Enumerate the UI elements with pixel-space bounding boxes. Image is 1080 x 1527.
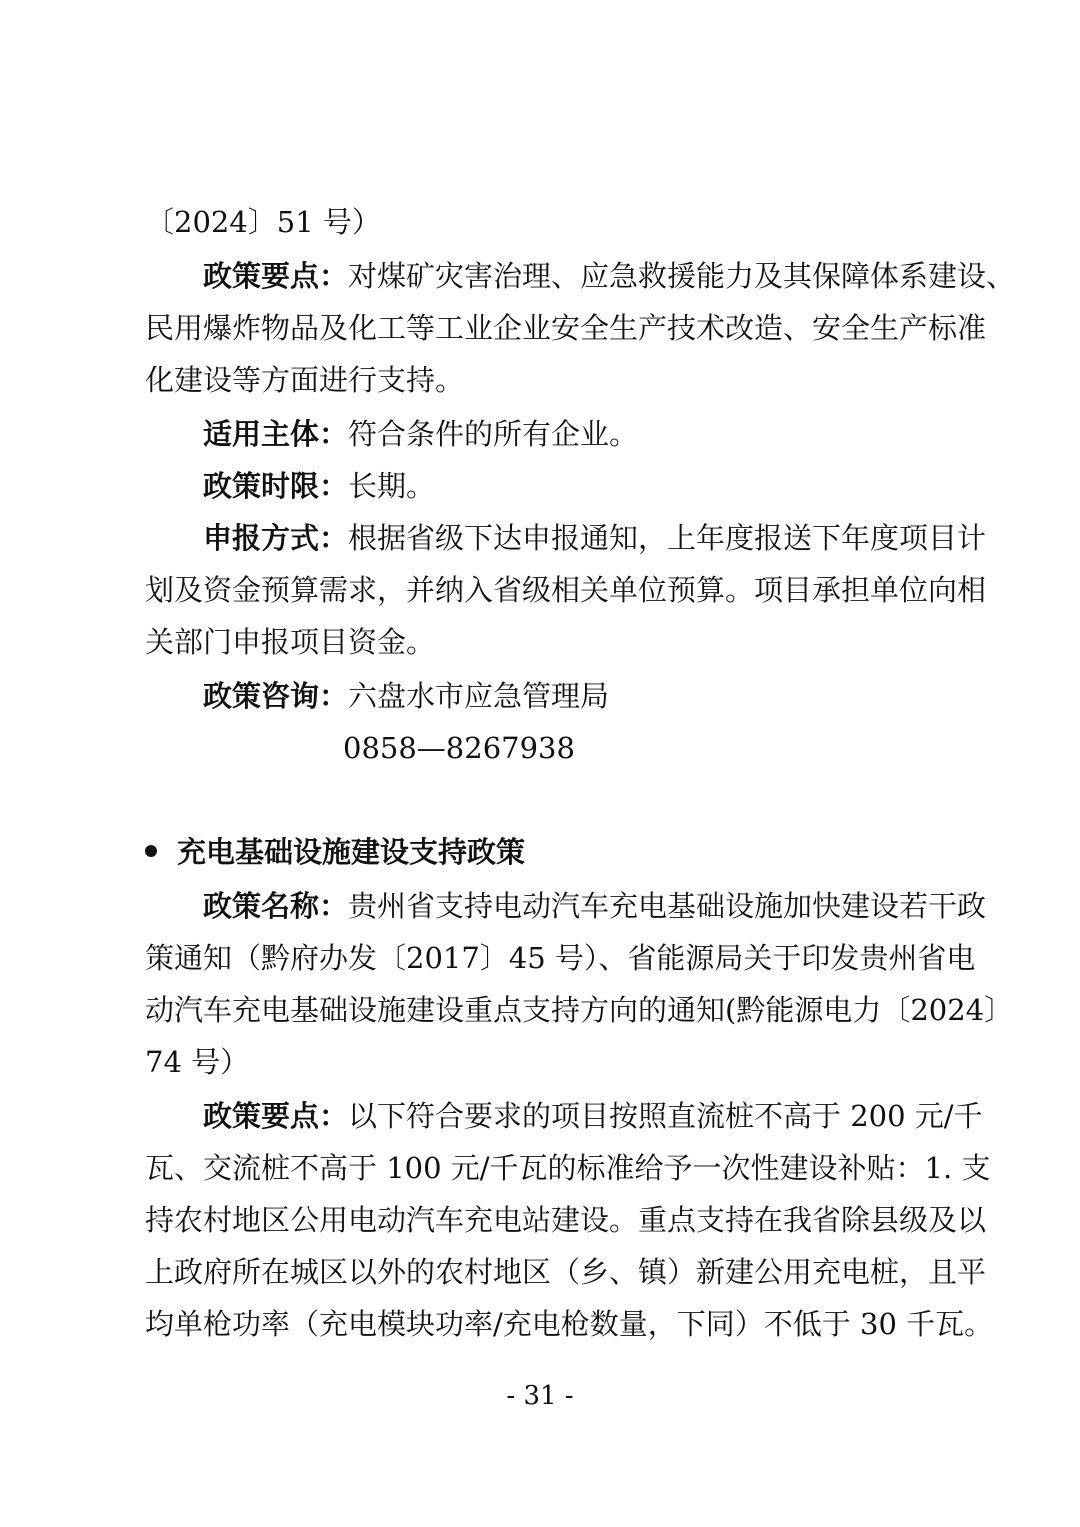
application-method-line-3: 关部门申报项目资金。 xyxy=(145,625,436,659)
section2-points-line-4: 上政府所在城区以外的农村地区（乡、镇）新建公用充电桩，且平 xyxy=(145,1255,987,1289)
policy-reference-tail: 〔2024〕51 号） xyxy=(145,205,381,239)
policy-name-label: 政策名称： xyxy=(203,889,349,923)
policy-name-line-4: 74 号） xyxy=(145,1045,250,1079)
policy-consultation: 政策咨询：六盘水市应急管理局 xyxy=(203,679,610,713)
policy-consultation-label: 政策咨询： xyxy=(203,679,349,713)
policy-name-line-1: 政策名称：贵州省支持电动汽车充电基础设施加快建设若干政 xyxy=(203,889,987,923)
applicable-subject: 适用主体：符合条件的所有企业。 xyxy=(203,417,639,451)
section2-points-label: 政策要点： xyxy=(203,1099,349,1133)
section-heading: 充电基础设施建设支持政策 xyxy=(145,832,525,872)
section2-points-line-2: 瓦、交流桩不高于 100 元/千瓦的标准给予一次性建设补贴：1. 支 xyxy=(145,1151,991,1185)
section2-points-line-3: 持农村地区公用电动汽车充电站建设。重点支持在我省除县级及以 xyxy=(145,1203,987,1237)
application-method-line-1: 申报方式：根据省级下达申报通知，上年度报送下年度项目计 xyxy=(203,521,987,555)
policy-name-line-2: 策通知（黔府办发〔2017〕45 号）、省能源局关于印发贵州省电 xyxy=(145,941,976,975)
application-method-line-2: 划及资金预算需求，并纳入省级相关单位预算。项目承担单位向相 xyxy=(145,573,987,607)
policy-term: 政策时限：长期。 xyxy=(203,469,436,503)
page-number: - 31 - xyxy=(506,1381,574,1411)
consultation-phone: 0858—8267938 xyxy=(343,731,575,765)
bullet-icon xyxy=(145,845,157,857)
policy-points-label: 政策要点： xyxy=(203,259,349,293)
policy-points-line-3: 化建设等方面进行支持。 xyxy=(145,363,465,397)
applicable-subject-label: 适用主体： xyxy=(203,417,349,451)
policy-term-label: 政策时限： xyxy=(203,469,349,503)
policy-name-line-3: 动汽车充电基础设施建设重点支持方向的通知(黔能源电力〔2024〕 xyxy=(145,993,1014,1027)
application-method-label: 申报方式： xyxy=(203,521,349,555)
policy-points-line-1: 政策要点：对煤矿灾害治理、应急救援能力及其保障体系建设、 xyxy=(203,259,1016,293)
section2-points-line-1: 政策要点：以下符合要求的项目按照直流桩不高于 200 元/千 xyxy=(203,1099,983,1133)
section2-points-line-5: 均单枪功率（充电模块功率/充电枪数量，下同）不低于 30 千瓦。 xyxy=(145,1307,994,1341)
policy-points-line-2: 民用爆炸物品及化工等工业企业安全生产技术改造、安全生产标准 xyxy=(145,311,987,345)
